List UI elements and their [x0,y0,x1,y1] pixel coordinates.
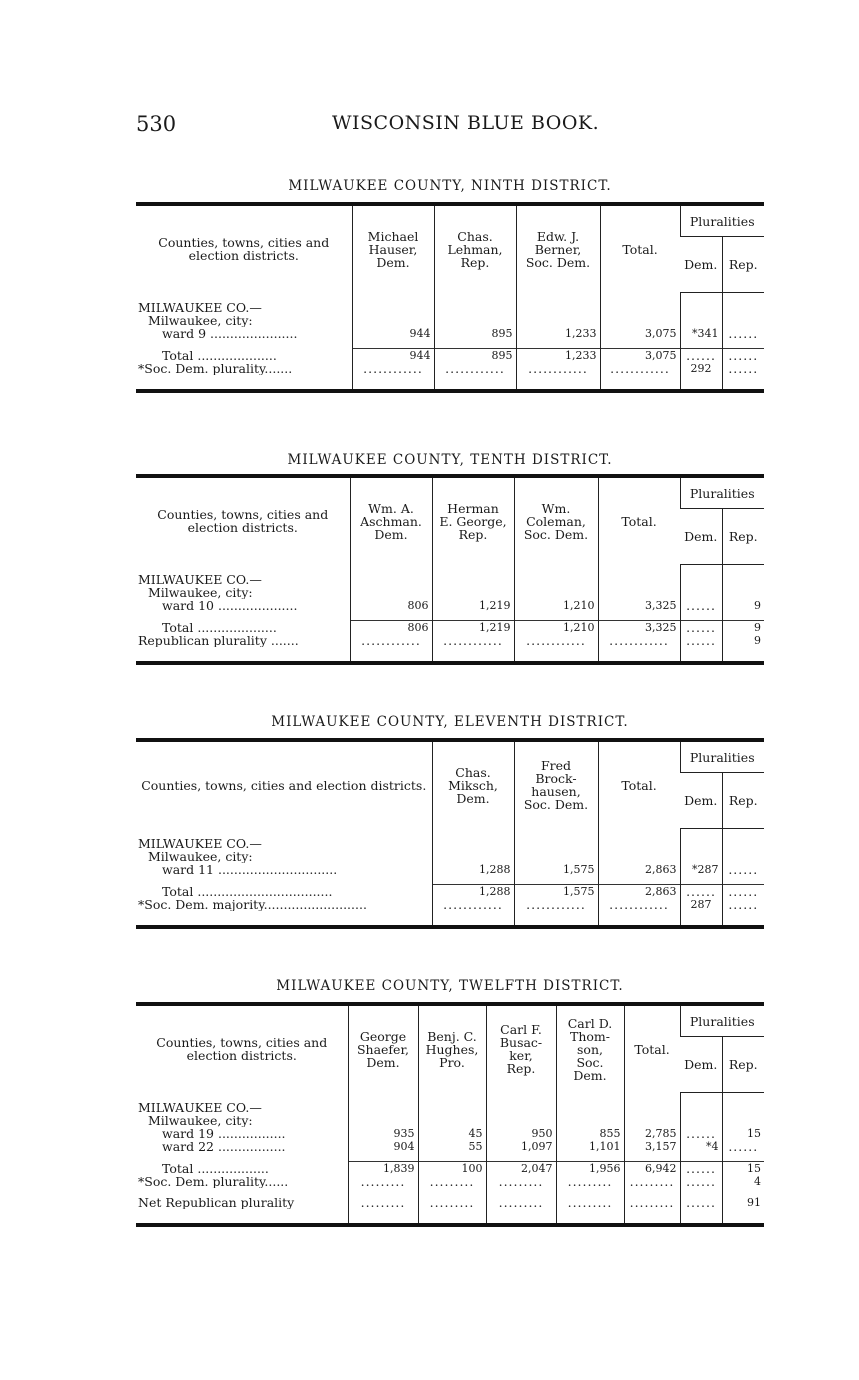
header-total: Total. [600,204,680,292]
header-candidate-1: Michael Hauser, Dem. [352,204,434,292]
total-row: Total .................... 944 895 1,233 3,075 ...... ...... [136,348,764,362]
header-pluralities: Pluralities [680,1004,764,1037]
county-label: MILWAUKEE CO.— [138,1100,262,1114]
header-counties: Counties, towns, cities and election districts. [158,235,330,263]
plurality-row: *Soc. Dem. plurality....... ............ ............ ............ ............ 292 ...... [136,362,764,375]
net-plurality-row: Net Republican plurality ......... ......... ......... ......... ......... ...... 91 [136,1196,764,1209]
page-number: 530 [136,112,177,136]
table-ninth-district [136,202,764,393]
header-pluralities: Pluralities [680,476,764,509]
header-dem: Dem. [680,773,722,829]
header-counties: Counties, towns, cities and election districts. [156,1035,328,1063]
header-candidate-1: Chas. Miksch, Dem. [432,740,514,828]
city-label: Milwaukee, city: [148,313,253,327]
header-candidate-3: Edw. J. Berner, Soc. Dem. [516,204,600,292]
total-row: Total .................. 1,839 100 2,047 1,956 6,942 ...... 15 [136,1161,764,1175]
table-row: ward 9 ...................... 944 895 1,233 3,075 *341 ...... [136,327,764,340]
header-candidate-2: Chas. Lehman, Rep. [434,204,516,292]
header-candidate-1: George Shaefer, Dem. [348,1004,418,1092]
district-title-eleventh: MILWAUKEE COUNTY, ELEVENTH DISTRICT. [271,714,629,730]
header-candidate-2: Benj. C. Hughes, Pro. [418,1004,486,1092]
page-header [136,112,766,142]
plurality-row: Republican plurality ....... ............ ............ ............ ............ ...... 9 [136,634,764,647]
city-label: Milwaukee, city: [148,1113,253,1127]
header-candidate-4: Carl D. Thom- son, Soc. Dem. [556,1004,624,1092]
county-label: MILWAUKEE CO.— [138,836,262,850]
header-total: Total. [624,1004,680,1092]
header-candidate-1: Wm. A. Aschman. Dem. [350,476,432,564]
district-title-ninth: MILWAUKEE COUNTY, NINTH DISTRICT. [288,178,612,194]
running-title: WISCONSIN BLUE BOOK. [332,112,600,134]
header-counties: Counties, towns, cities and election districts. [141,777,427,793]
header-candidate-2: Herman E. George, Rep. [432,476,514,564]
city-label: Milwaukee, city: [148,585,253,599]
header-pluralities: Pluralities [680,204,764,237]
district-title-twelfth: MILWAUKEE COUNTY, TWELFTH DISTRICT. [276,978,624,994]
header-counties: Counties, towns, cities and election districts. [157,507,329,535]
table-twelfth-district [136,1002,764,1227]
header-total: Total. [598,740,680,828]
header-candidate-3: Carl F. Busac- ker, Rep. [486,1004,556,1092]
county-label: MILWAUKEE CO.— [138,300,262,314]
table-row: ward 11 .............................. 1,288 1,575 2,863 *287 ...... [136,863,764,876]
header-rep: Rep. [722,237,764,293]
table-row: ward 10 .................... 806 1,219 1,210 3,325 ...... 9 [136,599,764,612]
header-total: Total. [598,476,680,564]
district-title-tenth: MILWAUKEE COUNTY, TENTH DISTRICT. [287,452,613,468]
table-row: ward 19 ................. 935 45 950 855 2,785 ...... 15 [136,1127,764,1140]
header-rep: Rep. [722,773,764,829]
header-dem: Dem. [680,237,722,293]
table-row: ward 22 ................. 904 55 1,097 1,101 3,157 *4 ...... [136,1140,764,1153]
header-candidate-3: Wm. Coleman, Soc. Dem. [514,476,598,564]
header-rep: Rep. [722,1037,764,1093]
header-dem: Dem. [680,509,722,565]
county-label: MILWAUKEE CO.— [138,572,262,586]
table-tenth-district [136,474,764,665]
city-label: Milwaukee, city: [148,849,253,863]
plurality-row: *Soc. Dem. majority.......................... ............ ............ ............ 287 ...... [136,898,764,911]
total-row: Total .................................. 1,288 1,575 2,863 ...... ...... [136,884,764,898]
total-row: Total .................... 806 1,219 1,210 3,325 ...... 9 [136,620,764,634]
header-dem: Dem. [680,1037,722,1093]
header-candidate-2: Fred Brock- hausen, Soc. Dem. [514,740,598,828]
plurality-row: *Soc. Dem. plurality...... ......... ......... ......... ......... ......... ...... 4 [136,1175,764,1188]
header-pluralities: Pluralities [680,740,764,773]
header-rep: Rep. [722,509,764,565]
table-eleventh-district [136,738,764,929]
